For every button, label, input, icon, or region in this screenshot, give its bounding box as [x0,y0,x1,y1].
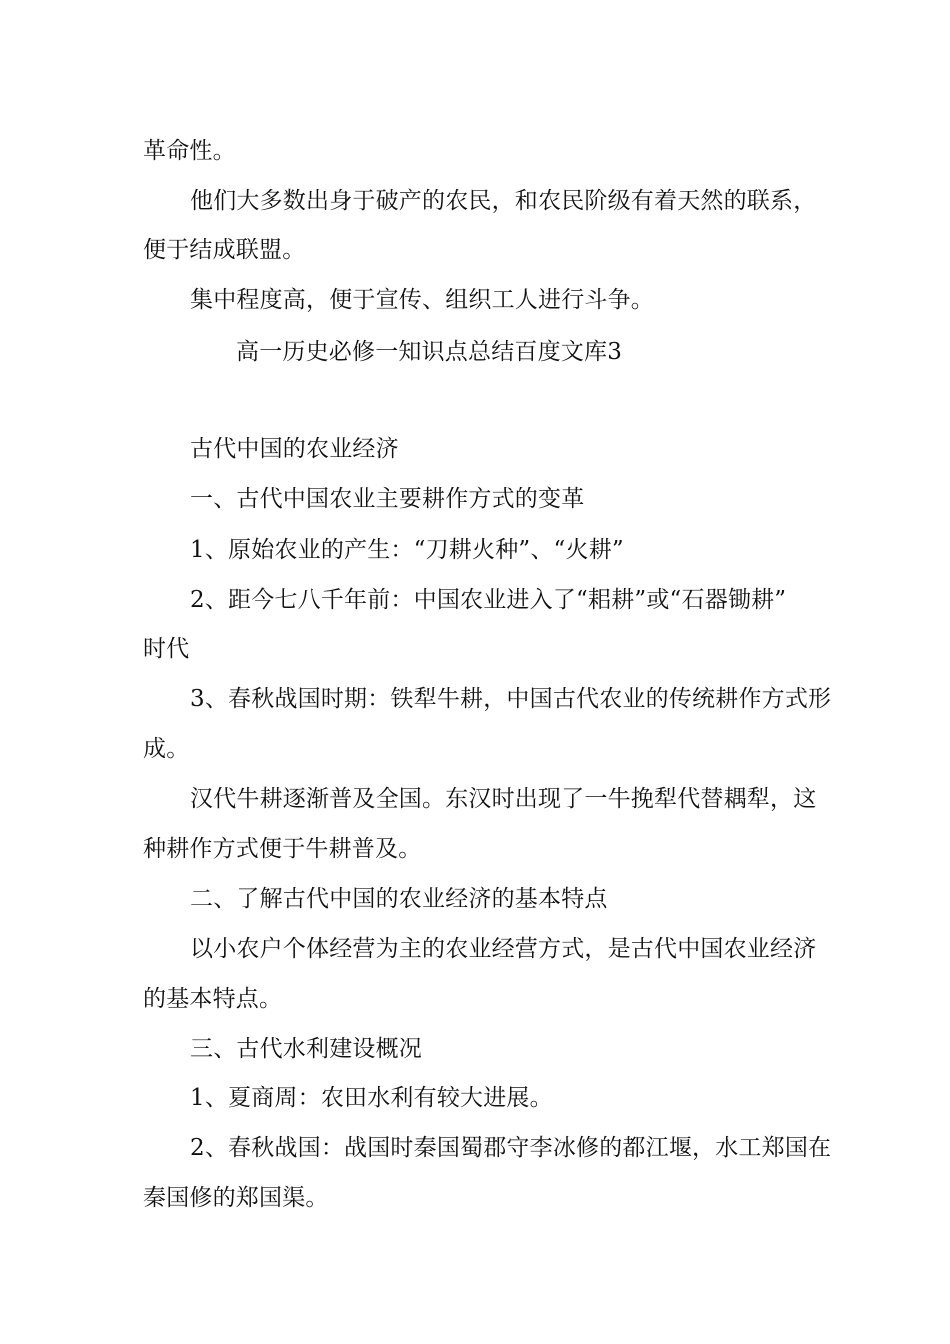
text-line: 3、春秋战国时期：铁犁牛耕，中国古代农业的传统耕作方式形 [190,686,832,712]
text-line: 1、夏商周：农田水利有较大进展。 [190,1085,553,1111]
text-line: 他们大多数出身于破产的农民，和农民阶级有着天然的联系， [190,188,817,214]
text-line: 2、距今七八千年前：中国农业进入了“耜耕”或“石器锄耕” [190,587,787,613]
text-line: 成。 [143,736,190,762]
text-line: 以小农户个体经营为主的农业经营方式，是古代中国农业经济 [190,936,817,962]
text-line: 的基本特点。 [143,986,283,1012]
text-line: 便于结成联盟。 [143,237,306,263]
text-line: 古代中国的农业经济 [190,436,399,462]
text-line: 秦国修的郑国渠。 [143,1185,329,1211]
text-line: 2、春秋战国：战国时秦国蜀郡守李冰修的都江堰，水工郑国在 [190,1135,832,1161]
text-line: 汉代牛耕逐渐普及全国。东汉时出现了一牛挽犁代替耦犁，这 [190,786,817,812]
text-line: 一、古代中国农业主要耕作方式的变革 [190,486,585,512]
text-line: 二、了解古代中国的农业经济的基本特点 [190,886,608,912]
text-line: 革命性。 [143,138,236,164]
text-line: 时代 [143,636,190,662]
text-line: 种耕作方式便于牛耕普及。 [143,836,422,862]
section-heading: 高一历史必修一知识点总结百度文库3 [236,339,623,365]
text-line: 集中程度高，便于宣传、组织工人进行斗争。 [190,287,654,313]
text-line: 三、古代水利建设概况 [190,1036,422,1062]
text-line: 1、原始农业的产生：“刀耕火种”、“火耕” [190,537,624,563]
